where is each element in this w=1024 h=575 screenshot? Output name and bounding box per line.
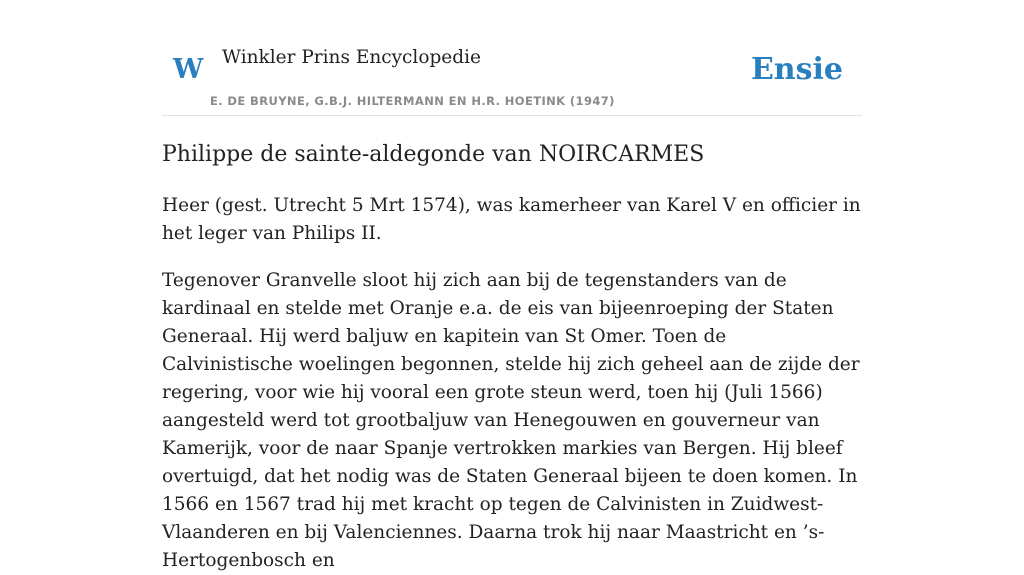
source-header xyxy=(162,40,862,116)
source-logo[interactable]: W xyxy=(173,54,204,85)
article-title: Philippe de sainte-aldegonde van NOIRCARMES xyxy=(162,142,705,167)
article-paragraph: Heer (gest. Utrecht 5 Mrt 1574), was kamerheer van Karel V en officier in het leger van Philips II. xyxy=(162,195,861,244)
source-authors: E. DE BRUYNE, G.B.J. HILTERMANN EN H.R. HOETINK (1947) xyxy=(210,94,615,108)
article-paragraph: Tegenover Granvelle sloot hij zich aan bij de tegenstanders van de kardinaal en stelde met Oranje e.a. de eis van bijeenroeping der Staten Generaal. Hij werd baljuw en kapitein van St Omer. Toen de Calvinistische woelingen begonnen, stelde hij zich geheel aan de zijde der regering, voor wie hij vooral een grote steun werd, toen hij (Juli 1566) aangesteld werd tot grootbaljuw van Henegouwen en gouverneur van Kamerijk, voor de naar Spanje vertrokken markies van Bergen. Hij bleef overtuigd, dat het nodig was de Staten Generaal bijeen te doen komen. In 1566 en 1567 trad hij met kracht op tegen de Calvinisten in Zuidwest-Vlaanderen en bij Valenciennes. Daarna trok hij naar Maastricht en ’s-Hertogenbosch en xyxy=(162,270,860,571)
source-title[interactable]: Winkler Prins Encyclopedie xyxy=(222,47,481,68)
article xyxy=(162,140,862,575)
article-body xyxy=(162,192,862,575)
ensie-logo-link[interactable]: Ensie xyxy=(750,52,843,87)
